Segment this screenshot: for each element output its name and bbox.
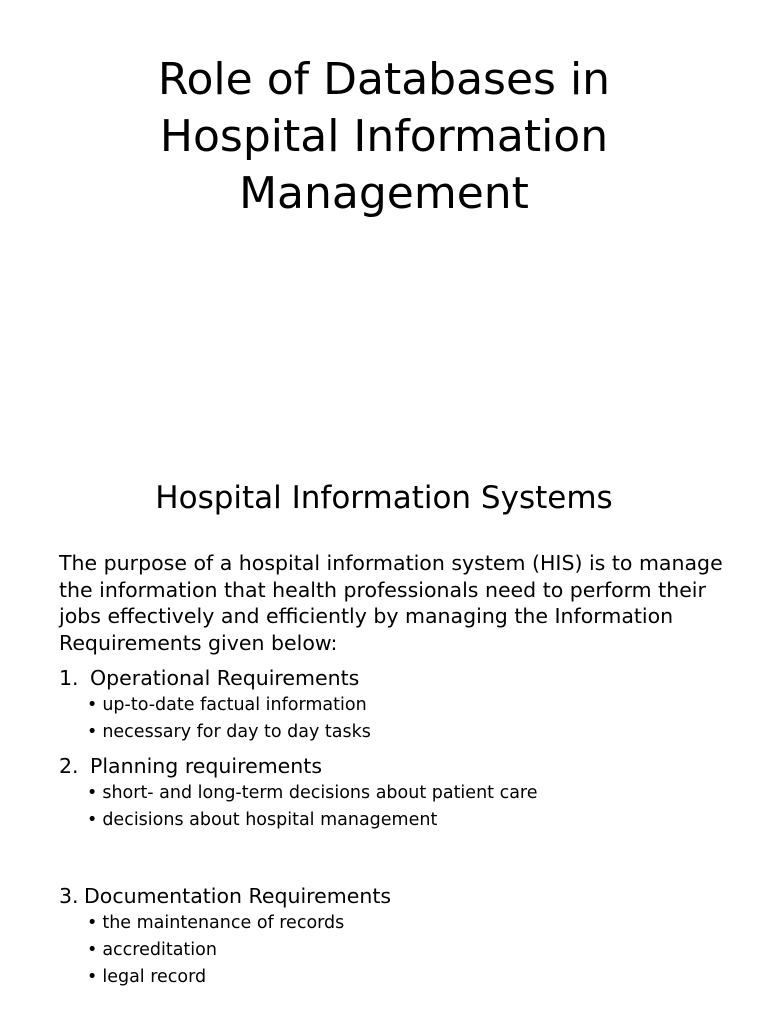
- requirement-documentation: [59, 882, 749, 991]
- requirement-heading: [59, 882, 749, 910]
- list-item-text: short- and long-term decisions about patient care: [102, 783, 538, 803]
- list-item: [87, 719, 749, 746]
- section-body: [59, 550, 749, 991]
- page-title: [0, 51, 768, 222]
- bullet-icon: •: [87, 967, 98, 987]
- intro-paragraph: The purpose of a hospital information system (HIS) is to manage the information that health professionals need to perform their jobs effectively and efficiently by managing the Information Requirements given below:: [59, 551, 723, 655]
- requirement-items: [59, 780, 749, 834]
- section-title: Hospital Information Systems: [155, 480, 613, 516]
- requirement-number: 3.: [59, 884, 79, 908]
- bullet-icon: •: [87, 722, 98, 742]
- list-item: [87, 807, 749, 834]
- requirement-title: Documentation Requirements: [84, 884, 392, 908]
- list-item-text: legal record: [102, 967, 207, 987]
- requirement-items: [59, 692, 749, 746]
- bullet-icon: •: [87, 940, 98, 960]
- bullet-icon: •: [87, 783, 98, 803]
- requirement-heading: [59, 664, 749, 692]
- requirement-title: Operational Requirements: [90, 666, 360, 690]
- list-item: [87, 910, 749, 937]
- list-item-text: decisions about hospital management: [102, 810, 438, 830]
- bullet-icon: •: [87, 913, 98, 933]
- list-item: [87, 937, 749, 964]
- requirement-items: [59, 910, 749, 991]
- page-title-line: Hospital Information: [159, 111, 609, 162]
- bullet-icon: •: [87, 695, 98, 715]
- list-item-text: up-to-date factual information: [102, 695, 367, 715]
- page-title-line: Management: [239, 168, 529, 219]
- bullet-icon: •: [87, 810, 98, 830]
- requirement-heading: [59, 752, 749, 780]
- requirement-operational: [59, 664, 749, 746]
- list-item: [87, 692, 749, 719]
- list-item: [87, 964, 749, 991]
- list-item-text: necessary for day to day tasks: [102, 722, 371, 742]
- requirement-number: 1.: [59, 666, 79, 690]
- requirement-planning: [59, 752, 749, 834]
- requirement-title: Planning requirements: [90, 754, 322, 778]
- requirements-list: [59, 664, 749, 991]
- page-title-line: Role of Databases in: [157, 54, 611, 105]
- requirement-number: 2.: [59, 754, 79, 778]
- list-item-text: the maintenance of records: [102, 913, 345, 933]
- list-item-text: accreditation: [102, 940, 217, 960]
- list-item: [87, 780, 749, 807]
